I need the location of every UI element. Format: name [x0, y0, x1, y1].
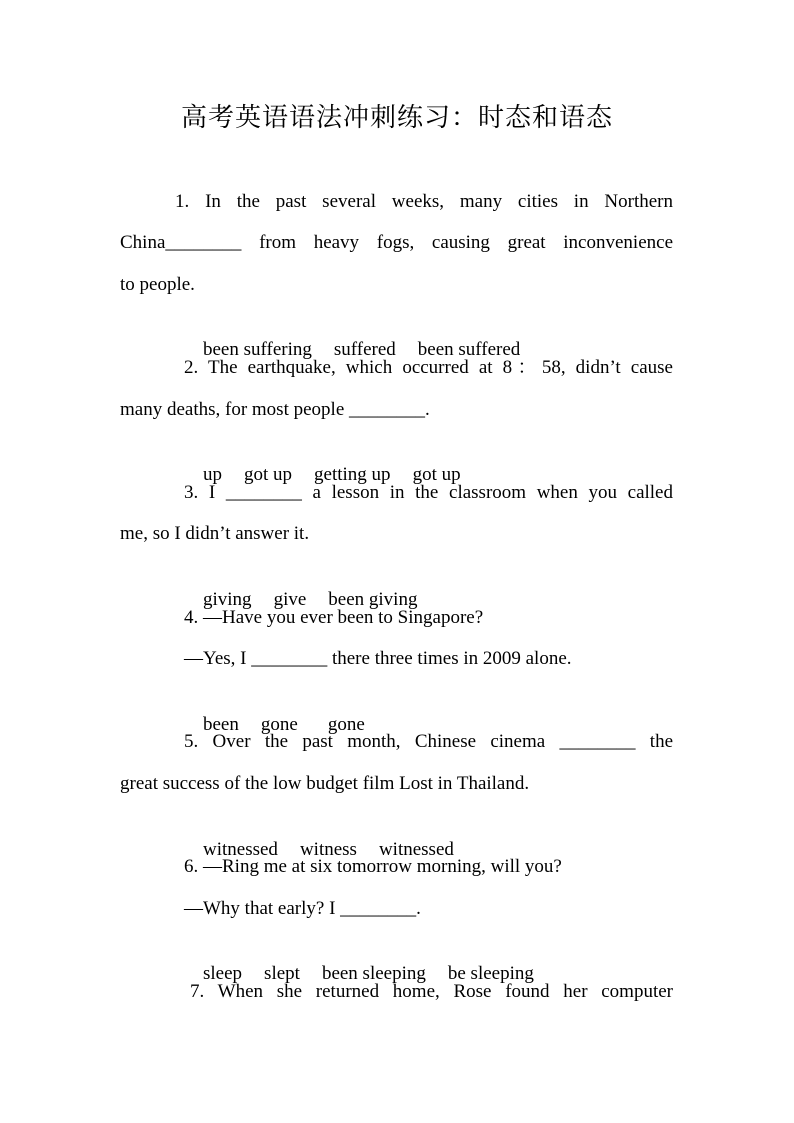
q2-option-3: getting up [314, 464, 391, 485]
q5-option-1: witnessed [203, 839, 278, 860]
q2-option-1: up [203, 464, 222, 485]
question-7-line-1: 7. When she returned home, Rose found her computer [190, 981, 673, 1002]
question-5-line-1: 5. Over the past month, Chinese cinema ________ the [184, 731, 673, 752]
q3-option-3: been giving [328, 589, 418, 610]
q1-option-3: been suffered [417, 339, 521, 360]
q4-option-2: gone [260, 714, 298, 735]
q6-option-3: been sleeping [321, 963, 426, 984]
q3-option-1: giving [203, 589, 252, 610]
question-4-line-2: —Yes, I ________ there three times in 2009 alone. [184, 648, 572, 669]
question-2-line-2: many deaths, for most people ________. [120, 399, 430, 420]
q5-option-3: witnessed [378, 839, 454, 860]
q3-option-2: give [273, 589, 307, 610]
q6-option-1: sleep [203, 963, 243, 984]
q2-option-4: got up [412, 464, 461, 485]
question-1-line-1: 1. In the past several weeks, many cities in Northern [175, 191, 673, 212]
question-6-line-1: 6. —Ring me at six tomorrow morning, will you? [184, 856, 562, 877]
q2-option-2: got up [244, 464, 293, 485]
q4-option-1: been [203, 714, 239, 735]
question-2-line-1: 2. The earthquake, which occurred at 8：58, didn’t cause [184, 357, 673, 378]
question-4-line-1: 4. —Have you ever been to Singapore? [184, 607, 484, 628]
question-3-line-2: me, so I didn’t answer it. [120, 523, 310, 544]
q1-option-1: been suffering [203, 339, 312, 360]
question-3-line-1: 3. I ________ a lesson in the classroom when you called [184, 482, 673, 503]
q4-option-3: gone [327, 714, 365, 735]
question-6-line-2: —Why that early? I ________. [184, 898, 421, 919]
page-title: 高考英语语法冲刺练习：时态和语态 [180, 103, 613, 133]
q6-option-4: be sleeping [447, 963, 534, 984]
question-1-line-2: China________ from heavy fogs, causing great inconvenience [120, 232, 673, 253]
question-5-line-2: great success of the low budget film Lost in Thailand. [120, 773, 530, 794]
q6-option-2: slept [264, 963, 300, 984]
q5-option-2: witness [299, 839, 357, 860]
question-1-line-3: to people. [120, 274, 195, 295]
q1-option-2: suffered [333, 339, 396, 360]
